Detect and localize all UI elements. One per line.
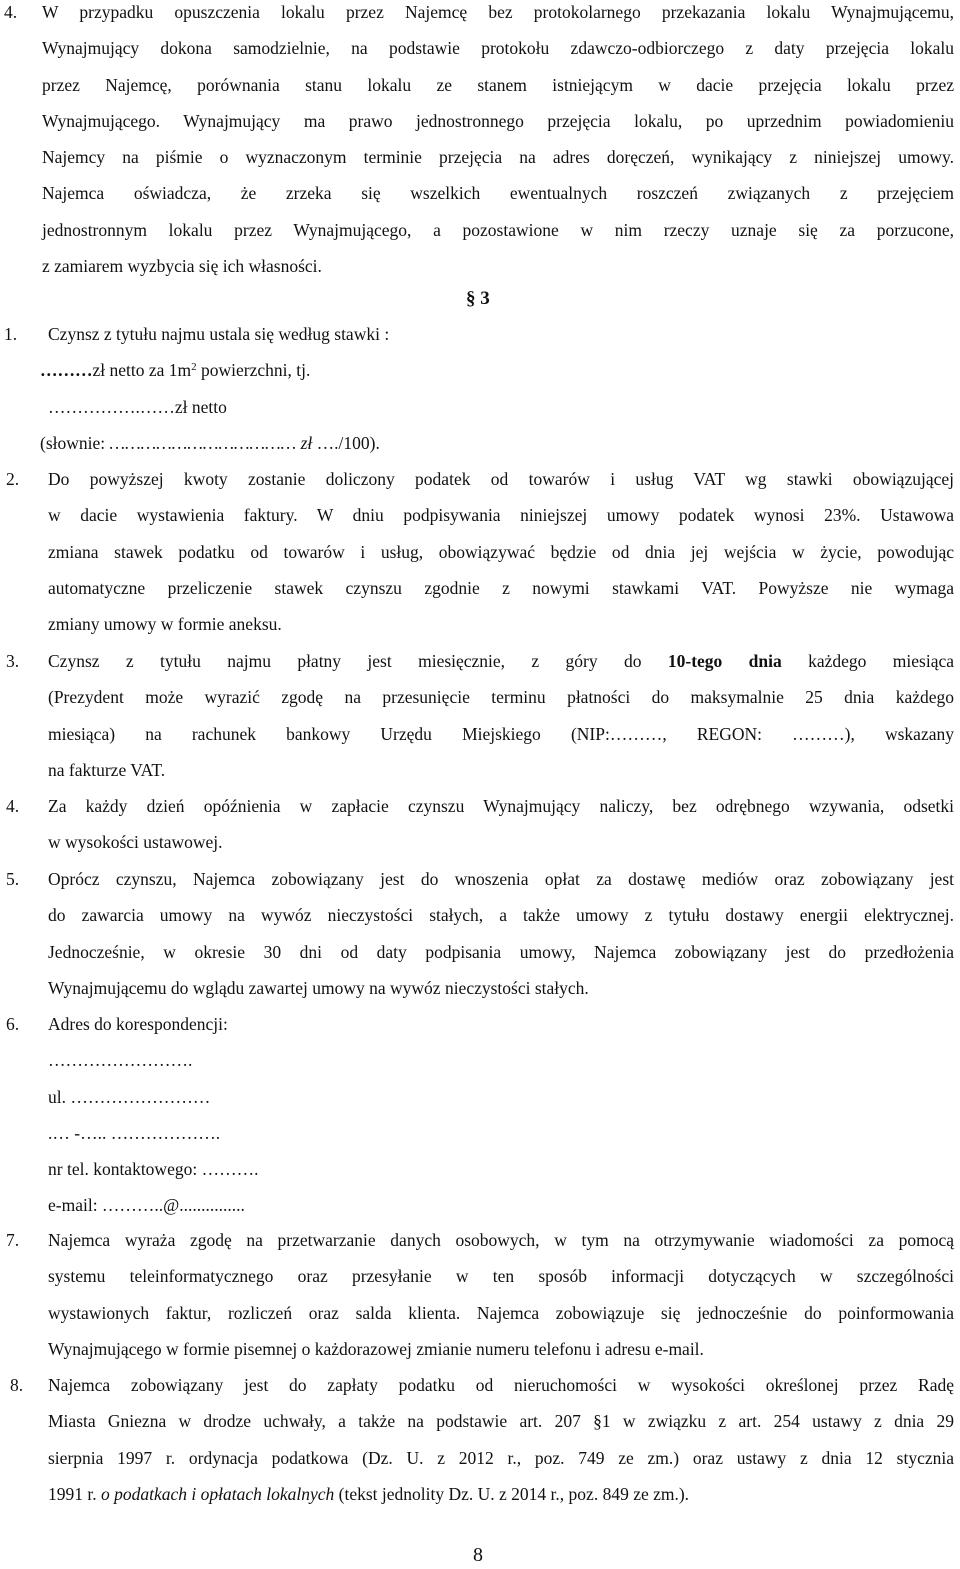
payment-day: 10-tego dnia (667, 651, 782, 671)
paragraph-4-text (42, 0, 954, 284)
address-label: Adres do korespondencji: (48, 1014, 228, 1034)
text-line: Oprócz czynszu, Najemca zobowiązany jest do wnoszenia opłat za dostawę mediów oraz zobowiązany jest (48, 869, 954, 889)
item-7-text (48, 1222, 954, 1367)
payment-text-end: każdego miesiąca (781, 651, 954, 671)
text-line: (Prezydent może wyrazić zgodę na przesunięcie terminu płatności do maksymalnie 25 dnia każdego (48, 687, 954, 708)
tax-law-year: 1991 r. (48, 1483, 101, 1504)
text-line: Najemca zobowiązany jest do zapłaty podatku od nieruchomości w wysokości określonej przez Radę (48, 1375, 954, 1395)
rate-area-text: powierzchni, tj. (196, 360, 311, 381)
item-2-text (48, 461, 954, 642)
text-line: Najemca wyraża zgodę na przetwarzanie danych osobowych, w tym na otrzymywanie wiadomości za pomocą (48, 1230, 954, 1250)
text-line: miesiąca) na rachunek bankowy Urzędu Miejskiego (NIP:………, REGON: ………), wskazany (48, 723, 954, 744)
address-phone-placeholder: nr tel. kontaktowego: ………. (48, 1159, 259, 1180)
item-1-number: 1. (4, 324, 18, 344)
text-line: systemu teleinformatycznego oraz przesyłanie w ten sposób informacji dotyczących w szczególności (48, 1266, 954, 1287)
rent-rate-line (40, 352, 310, 388)
payment-text: Czynsz z tytułu najmu płatny jest miesięcznie, z góry do (48, 651, 668, 671)
amount-placeholder: ……… (40, 360, 93, 381)
text-line: na fakturze VAT. (48, 759, 166, 780)
text-line: zmiany umowy w formie aneksu. (48, 614, 282, 635)
text-line: Za każdy dzień opóźnienia w zapłacie czynszu Wynajmujący naliczy, bez odrębnego wzywania, odsetki (48, 796, 954, 816)
text-line: jednostronnym lokalu przez Wynajmującego, a pozostawione w nim rzeczy uznaje się za porzucone, (42, 219, 954, 240)
item-5-text (48, 861, 954, 1006)
item-3-number: 3. (6, 651, 20, 671)
rate-unit-text: zł netto za 1m (92, 360, 192, 381)
text-line: Wynajmującego w formie pisemnej o każdorazowej zmianie numeru telefonu i adresu e-mail. (48, 1338, 704, 1359)
text-line: wystawionych faktur, rozliczeń oraz salda klienta. Najemca zobowiązuje się jednocześnie do poinformowania (48, 1302, 954, 1323)
text-line (48, 1476, 954, 1512)
item-1 (0, 316, 960, 461)
text-line: Najemca oświadcza, że zrzeka się wszelkich ewentualnych roszczeń związanych z przejęciem (42, 183, 954, 204)
address-street-placeholder: ul. …………………… (48, 1086, 211, 1107)
tax-law-reference: (tekst jednolity Dz. U. z 2014 r., poz. 849 ze zm.). (334, 1483, 690, 1504)
text-line: Do powyższej kwoty zostanie doliczony podatek od towarów i usług VAT wg stawki obowiązującej (48, 469, 954, 489)
text-line: Jednocześnie, w okresie 30 dni od daty podpisania umowy, Najemca zobowiązany jest do przedłożenia (48, 941, 954, 962)
address-email-placeholder: e-mail: ………..@............... (48, 1195, 245, 1216)
words-placeholder: ……………………………… zł (109, 432, 313, 453)
address-name-placeholder: ……………………. (48, 1050, 193, 1071)
rent-rate-label: Czynsz z tytułu najmu ustala się według stawki : (48, 324, 390, 344)
grosze-placeholder: …./100). (312, 432, 380, 453)
item-2-number: 2. (6, 469, 20, 489)
text-line: Wynajmującego. Wynajmujący ma prawo jednostronnego przejęcia lokalu, po uprzednim powiadomieniu (42, 110, 954, 131)
item-4-text (48, 788, 954, 861)
text-line: Wynajmującemu do wglądu zawartej umowy na wywóz nieczystości stałych. (48, 977, 589, 998)
text-line: automatyczne przeliczenie stawek czynszu zgodnie z nowymi stawkami VAT. Powyższe nie wymaga (48, 577, 954, 598)
address-postcode-placeholder: .… -….. ………………. (48, 1122, 221, 1143)
text-line: do zawarcia umowy na wywóz nieczystości stałych, a także umowy z tytułu dostawy energii elektrycznej. (48, 905, 954, 926)
text-line: Najemcy na piśmie o wyznaczonym terminie przejęcia na adres doręczeń, wynikający z niniejszej umowy. (42, 147, 954, 168)
section-heading: § 3 (466, 288, 490, 309)
item-4-number: 4. (6, 796, 20, 816)
item-6-number: 6. (6, 1014, 20, 1034)
amount-in-words-line (40, 425, 380, 461)
item-3-text (48, 643, 954, 788)
text-line: zmiana stawek podatku od towarów i usług, obowiązywać będzie od dnia jej wejścia w życie, powodując (48, 541, 954, 562)
text-line: z zamiarem wyzbycia się ich własności. (42, 256, 322, 277)
words-label: (słownie: (40, 432, 110, 453)
item-8-text (48, 1367, 954, 1512)
text-line: w dacie wystawienia faktury. W dniu podpisywania niniejszej umowy podatek wynosi 23%. Ustawowa (48, 505, 954, 526)
tax-law-title: o podatkach i opłatach lokalnych (101, 1483, 335, 1504)
text-line: sierpnia 1997 r. ordynacja podatkowa (Dz. U. z 2012 r., poz. 749 ze zm.) oraz ustawy z dnia 12 stycznia (48, 1447, 954, 1468)
correspondence-address (48, 1006, 954, 1224)
text-line: Wynajmujący dokona samodzielnie, na podstawie protokołu zdawczo-odbiorczego z daty przejęcia lokalu (42, 38, 954, 59)
item-7-number: 7. (6, 1230, 20, 1250)
text-line: W przypadku opuszczenia lokalu przez Najemcę bez protokolarnego przekazania lokalu Wynajmującemu, (42, 2, 954, 22)
page-number: 8 (473, 1544, 483, 1566)
superscript-2: 2 (191, 361, 197, 374)
item-5-number: 5. (6, 869, 20, 889)
text-line (48, 643, 954, 679)
item-8-number: 8. (10, 1375, 24, 1395)
text-line: przez Najemcę, porównania stanu lokalu ze stanem istniejącym w dacie przejęcia lokalu przez (42, 74, 954, 95)
text-line: Miasta Gniezna w drodze uchwały, a także na podstawie art. 207 §1 w związku z art. 254 ustawy z dnia 29 (48, 1411, 954, 1432)
text-line: w wysokości ustawowej. (48, 832, 223, 853)
net-amount-line: …………….……zł netto (48, 396, 227, 417)
paragraph-4-number: 4. (4, 2, 18, 22)
